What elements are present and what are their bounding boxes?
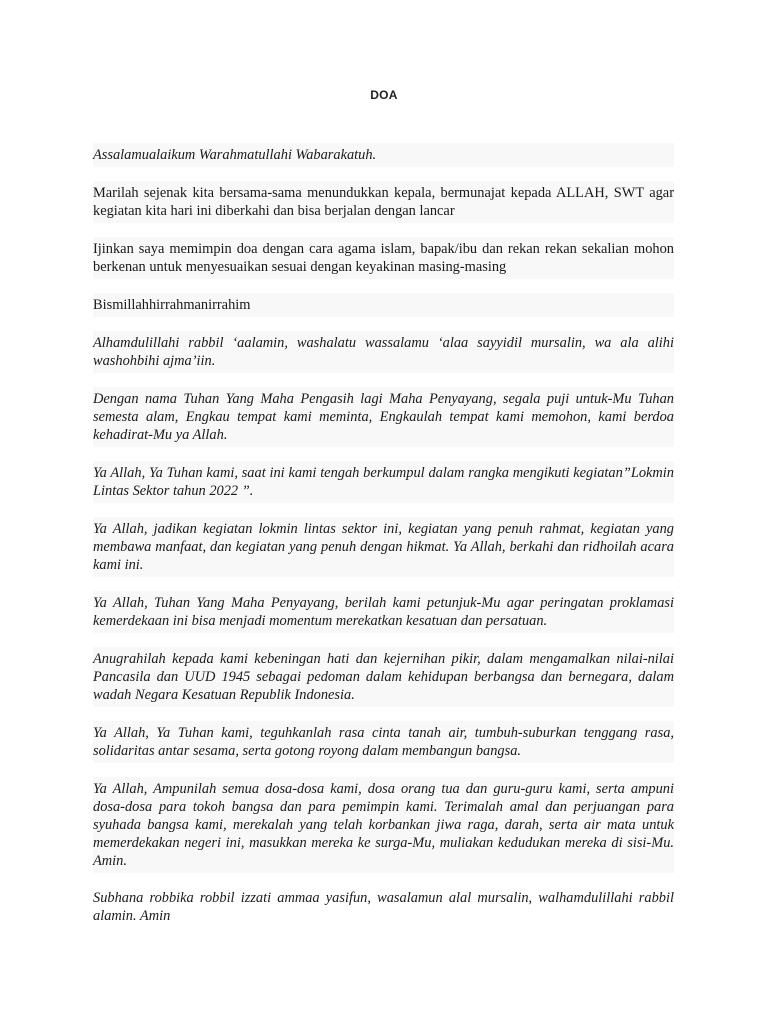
document-body (93, 143, 674, 941)
paragraph-closing: Subhana robbika robbil izzati ammaa yasifun, wasalamun alal mursalin, walhamdulillahi rabbil alamin. Amin (93, 890, 674, 924)
paragraph-forgiveness: Ya Allah, Ampunilah semua dosa-dosa kami, dosa orang tua dan guru-guru kami, serta ampuni dosa-dosa para tokoh bangsa dan para pemimpin kami. Terimalah amal dan perjuangan para syuhada bangsa kami, merekalah yang telah korbankan jiwa raga, darah, serta air mata untuk memerdekakan negeri ini, masukkan mereka ke surga-Mu, muliakan kedudukan mereka di sisi-Mu. Amin. (93, 777, 674, 873)
paragraph-blessing: Ya Allah, jadikan kegiatan lokmin lintas sektor ini, kegiatan yang penuh rahmat, kegiatan yang membawa manfaat, dan kegiatan yang penuh dengan hikmat. Ya Allah, berkahi dan ridhoilah acara kami ini. (93, 517, 674, 577)
document-title: DOA (370, 88, 398, 102)
paragraph-greeting: Assalamualaikum Warahmatullahi Wabarakatuh. (93, 143, 674, 167)
paragraph-invitation: Marilah sejenak kita bersama-sama menundukkan kepala, bermunajat kepada ALLAH, SWT agar kegiatan kita hari ini diberkahi dan bisa berjalan dengan lancar (93, 181, 674, 223)
paragraph-hamdalah: Alhamdulillahi rabbil ‘aalamin, washalatu wassalamu ‘alaa sayyidil mursalin, wa ala alihi washohbihi ajma’iin. (93, 331, 674, 373)
paragraph-gathering: Ya Allah, Ya Tuhan kami, saat ini kami tengah berkumpul dalam rangka mengikuti kegiatan”Lokmin Lintas Sektor tahun 2022 ”. (93, 461, 674, 503)
paragraph-opening-prayer: Dengan nama Tuhan Yang Maha Pengasih lagi Maha Penyayang, segala puji untuk-Mu Tuhan semesta alam, Engkau tempat kami meminta, Engkaulah tempat kami memohon, kami berdoa kehadirat-Mu ya Allah. (93, 387, 674, 447)
paragraph-basmalah: Bismillahhirrahmanirrahim (93, 293, 674, 317)
paragraph-patriotism: Ya Allah, Ya Tuhan kami, teguhkanlah rasa cinta tanah air, tumbuh-suburkan tenggang rasa, solidaritas antar sesama, serta gotong royong dalam membangun bangsa. (93, 721, 674, 763)
paragraph-guidance: Ya Allah, Tuhan Yang Maha Penyayang, berilah kami petunjuk-Mu agar peringatan proklamasi kemerdekaan ini bisa menjadi momentum merekatkan kesatuan dan persatuan. (93, 591, 674, 633)
paragraph-pancasila: Anugrahilah kepada kami kebeningan hati dan kejernihan pikir, dalam mengamalkan nilai-nilai Pancasila dan UUD 1945 sebagai pedoman dalam kehidupan berbangsa dan bernegara, dalam wadah Negara Kesatuan Republik Indonesia. (93, 647, 674, 707)
paragraph-permission: Ijinkan saya memimpin doa dengan cara agama islam, bapak/ibu dan rekan rekan sekalian mohon berkenan untuk menyesuaikan sesuai dengan keyakinan masing-masing (93, 237, 674, 279)
